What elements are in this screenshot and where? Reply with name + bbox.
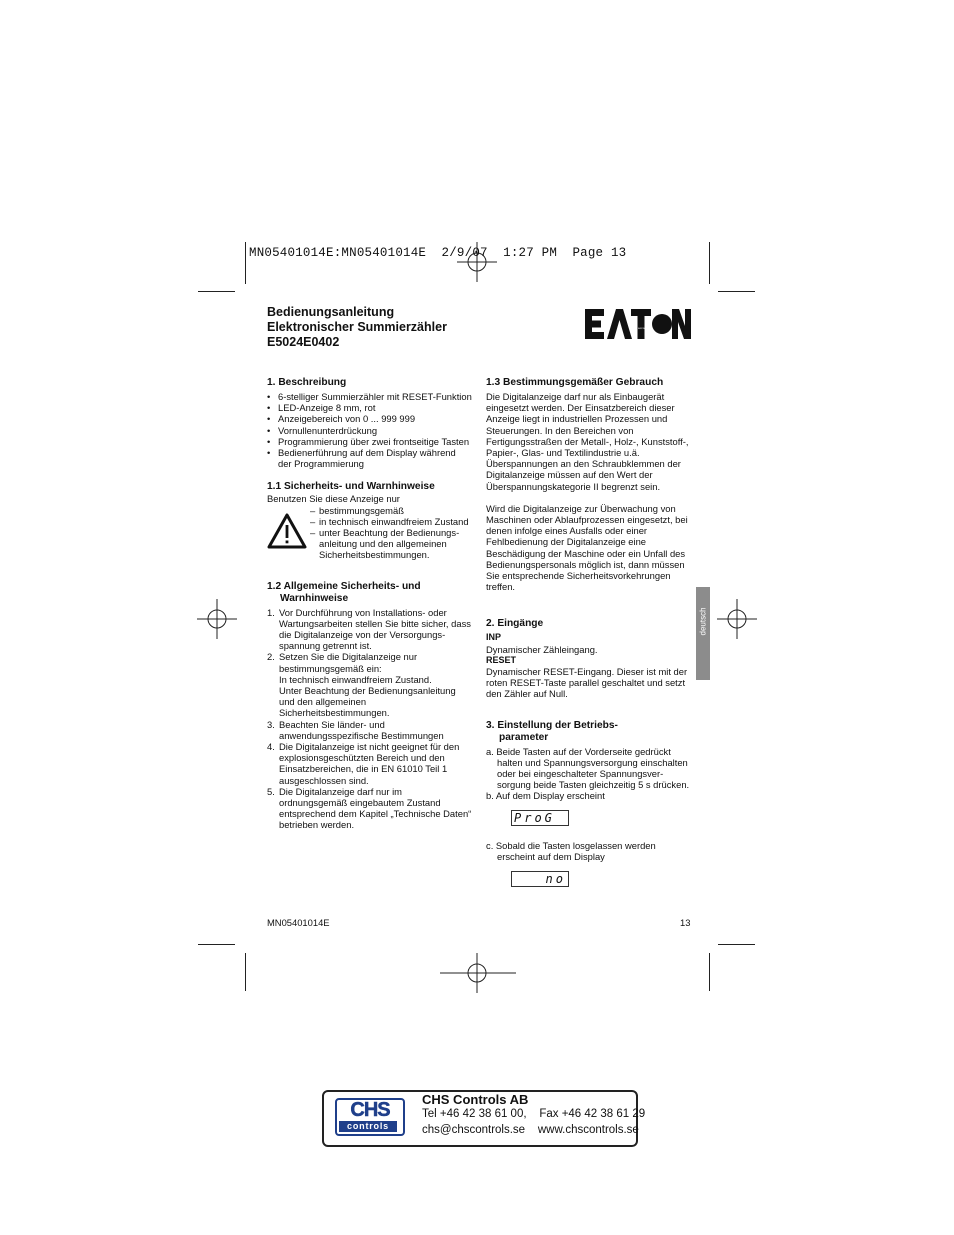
text-line: Fertigungsstraßen der Metall-, Holz-, Kunststoff-, <box>486 435 689 447</box>
language-tab-label: deutsch <box>698 607 708 636</box>
text-line: Die Digitalanzeige ist nicht geeignet für den <box>279 741 460 753</box>
company-web: chs@chscontrols.se www.chscontrols.se <box>422 1124 639 1136</box>
paragraph <box>486 503 696 593</box>
paragraph: b. Auf dem Display erscheint <box>486 790 605 802</box>
list-number: 5. <box>267 785 275 797</box>
text-line: Bedienungspersonals möglich ist, dann müssen <box>486 558 685 570</box>
list-item: • 6-stelliger Summierzähler mit RESET-Funktion <box>267 391 477 402</box>
paragraph <box>486 840 696 862</box>
print-slug: MN05401014E:MN05401014E 2/9/07 1:27 PM Page 13 <box>249 246 627 260</box>
registration-mark-right <box>717 599 757 639</box>
registration-mark-bottom <box>440 953 516 993</box>
text-line: explosionsgeschützten Bereich und den <box>279 752 445 764</box>
list-item: • Bedienerführung auf dem Display während <box>267 447 477 458</box>
crop-mark <box>718 291 755 292</box>
chs-logo-top: CHS <box>350 1099 390 1121</box>
title-line: Elektronischer Summierzähler <box>267 320 447 334</box>
feature-list <box>267 391 477 458</box>
chs-logo <box>335 1098 405 1136</box>
warning-block <box>267 505 477 565</box>
logo-text: EATON <box>638 328 645 330</box>
text-line: halten und Spannungsversorgung einschalten <box>497 756 688 768</box>
footer-doc-number: MN05401014E <box>267 917 330 928</box>
paragraph <box>486 391 696 492</box>
text-line: eingesetzt werden. Der Einsatzbereich dieser <box>486 402 675 414</box>
list-item: • Anzeigebereich von 0 ... 999 999 <box>267 413 477 424</box>
text-line: Beachten Sie länder- und <box>279 718 385 730</box>
crop-mark <box>709 953 710 991</box>
section-heading-continuation: Warnhinweise <box>280 592 349 604</box>
text-line: c. Sobald die Tasten losgelassen werden <box>486 840 656 851</box>
text-line: betrieben werden. <box>279 819 355 831</box>
text-line: Wartungsarbeiten stellen Sie bitte sicher, dass <box>279 617 471 629</box>
paragraph: Dynamischer Zähleingang. <box>486 643 598 655</box>
section-heading-continuation: parameter <box>499 731 549 743</box>
title-line: Bedienungsanleitung <box>267 305 395 319</box>
list-item: • Vornullenunterdrückung <box>267 425 477 436</box>
input-label: INP <box>486 632 502 643</box>
text-line: ordnungsgemäß eingebautem Zustand <box>279 797 441 809</box>
usage-conditions-list <box>311 505 469 539</box>
text-line: roten RESET-Taste parallel geschaltet und setzt <box>486 677 686 689</box>
crop-mark <box>245 242 246 284</box>
text-line: oder bei eingeschalteter Spannungsver- <box>497 768 664 780</box>
input-label: RESET <box>486 654 517 665</box>
eaton-logo <box>585 309 691 339</box>
crop-mark <box>245 953 246 991</box>
text-line: Die Digitalanzeige darf nur im <box>279 785 402 797</box>
text-line: Sie entsprechende Sicherheitsvorkehrungen <box>486 570 671 582</box>
list-item-continuation <box>319 538 447 560</box>
section-heading: 1.3 Bestimmungsgemäßer Gebrauch <box>486 377 664 388</box>
text-line: den Zähler auf Null. <box>486 688 568 700</box>
text-line: Digitalanzeige müssen auf den Wert der <box>486 469 653 481</box>
text-line: Einsatzbereichen, die in EN 61010 Teil 1 <box>279 763 448 775</box>
text-line: Anzeige liegt in industriellen Prozessen und <box>486 413 668 425</box>
company-name: CHS Controls AB <box>422 1092 529 1107</box>
text-line: Die Digitalanzeige darf nur als Einbaugerät <box>486 391 665 402</box>
text-line: Sicherheitsbestimmungen. <box>279 707 390 719</box>
crop-mark <box>709 242 710 284</box>
section-heading: 1.1 Sicherheits- und Warnhinweise <box>267 481 435 493</box>
warning-triangle-icon <box>267 513 307 549</box>
list-item: • Programmierung über zwei frontseitige Tasten <box>267 436 477 447</box>
text-line: Maschinen oder Ablaufprozessen eingesetzt, bei <box>486 514 688 526</box>
paragraph <box>486 746 696 791</box>
text-line: entsprechend dem Kapitel „Technische Daten“ <box>279 808 472 820</box>
list-item: – bestimmungsgemäß <box>311 505 469 516</box>
text-line: und den allgemeinen <box>279 696 367 708</box>
text-line: Dynamischer RESET-Eingang. Dieser ist mit der <box>486 666 688 678</box>
list-number: 1. <box>267 606 275 618</box>
text-line: In technisch einwandfreiem Zustand. <box>279 673 432 685</box>
footer-page-number: 13 <box>680 917 691 928</box>
section-heading: 1. Beschreibung <box>267 377 347 388</box>
display-no: no <box>511 871 569 887</box>
section-heading: 3. Einstellung der Betriebs- <box>486 719 618 731</box>
list-number: 4. <box>267 741 275 753</box>
crop-mark <box>198 291 235 292</box>
text-line: Steuerungen. In den Bereichen von <box>486 424 634 436</box>
text-line: Beschädigung der Maschine oder ein Unfall des <box>486 547 686 559</box>
text-line: Sicherheitsbestimmungen. <box>319 549 430 561</box>
text-line: anwendungsspezifische Bestimmungen <box>279 729 444 741</box>
safety-list <box>267 607 477 831</box>
display-prog: ProG <box>511 810 569 826</box>
list-item: – unter Beachtung der Bedienungs- <box>311 527 469 538</box>
text-line: a. Beide Tasten auf der Vorderseite gedrückt <box>486 745 671 757</box>
text-line: denen infolge eines Ausfalls oder einer <box>486 525 648 537</box>
text-line: anleitung und den allgemeinen <box>319 538 447 550</box>
section-heading: 2. Eingänge <box>486 618 544 630</box>
text-line: ausgeschlossen sind. <box>279 774 369 786</box>
text-line: erscheint auf dem Display <box>497 851 605 863</box>
text-line: Unter Beachtung der Bedienungsanleitung <box>279 685 456 697</box>
list-item <box>267 719 477 741</box>
text-line: bestimmungsgemäß ein: <box>279 662 382 674</box>
text-line: Überspannungskategorie II begrenzt sein. <box>486 480 661 492</box>
section-heading: 1.2 Allgemeine Sicherheits- und <box>267 580 421 592</box>
list-item <box>267 607 477 652</box>
registration-mark-left <box>197 599 237 639</box>
text-line: treffen. <box>486 581 516 593</box>
list-number: 3. <box>267 718 275 730</box>
text-line: Papier-, Glas- und Textilindustrie u.ä. <box>486 447 640 459</box>
company-phone: Tel +46 42 38 61 00, Fax +46 42 38 61 29 <box>422 1108 646 1120</box>
paragraph: Benutzen Sie diese Anzeige nur <box>267 493 400 505</box>
list-item <box>267 741 477 786</box>
page-title <box>267 305 447 350</box>
list-item: • LED-Anzeige 8 mm, rot <box>267 402 477 413</box>
text-line: Wird die Digitalanzeige zur Überwachung von <box>486 502 676 514</box>
text-line: spannung getrennt ist. <box>279 640 372 652</box>
text-line: Überspannungen an den Schraubklemmen der <box>486 458 681 470</box>
crop-mark <box>718 944 755 945</box>
crop-mark <box>198 944 235 945</box>
text-line: sorgung beide Tasten gleichzeitig 5 s drücken. <box>497 779 690 791</box>
list-item <box>267 651 477 718</box>
text-line: Vor Durchführung von Installations- oder <box>279 606 447 618</box>
text-line: Fehlbedienung der Digitalanzeige eine <box>486 536 647 548</box>
text-line: die Digitalanzeige von der Versorgungs- <box>279 629 446 641</box>
title-line: E5024E0402 <box>267 335 340 349</box>
list-item: – in technisch einwandfreiem Zustand <box>311 516 469 527</box>
list-number: 2. <box>267 651 275 663</box>
list-item <box>267 786 477 831</box>
left-column <box>267 377 477 831</box>
list-item-continuation: der Programmierung <box>278 458 364 470</box>
chs-logo-bottom: controls <box>339 1121 397 1132</box>
paragraph <box>486 666 696 700</box>
text-line: Setzen Sie die Digitalanzeige nur <box>279 651 418 663</box>
